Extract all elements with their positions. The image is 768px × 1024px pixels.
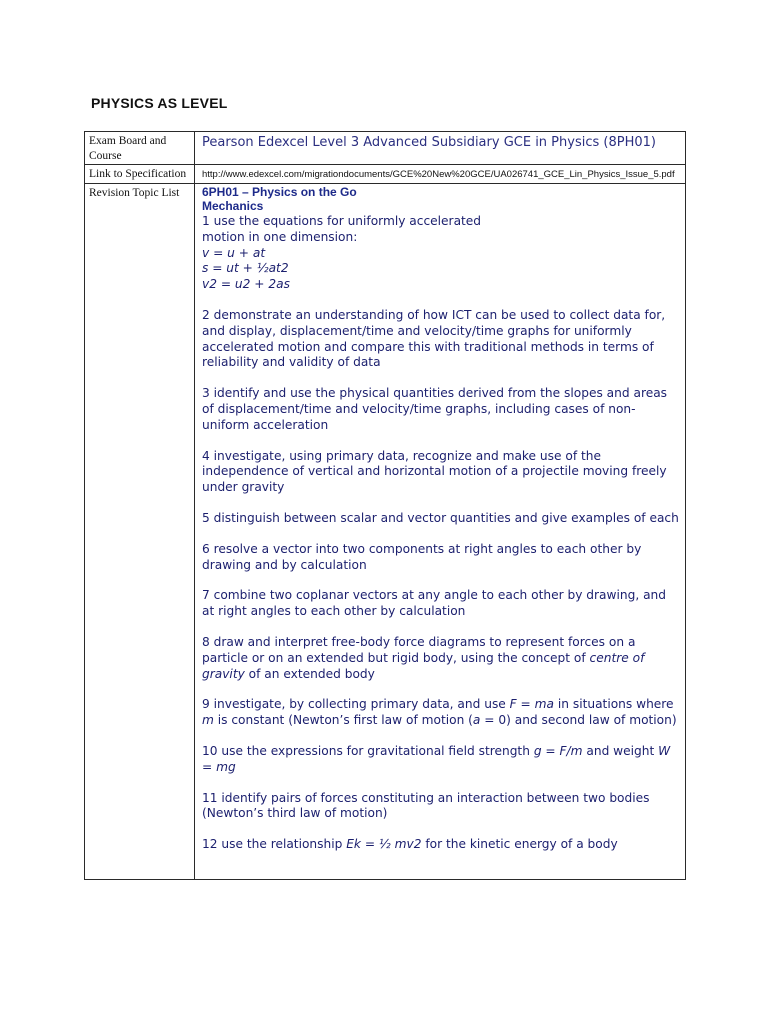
topic-12-end: for the kinetic energy of a body xyxy=(421,837,618,852)
topics-cell xyxy=(195,184,686,880)
topic-10-mid: and weight xyxy=(582,743,659,758)
spec-label: Link to Specification xyxy=(85,165,195,184)
topic-4: 4 investigate, using primary data, recognize and make use of the independence of vertical and horizontal motion of a projectile moving freely under gravity xyxy=(202,448,667,495)
topic-8-term: centre of gravity xyxy=(202,650,645,681)
spec-cell xyxy=(195,165,686,184)
page-title: PHYSICS AS LEVEL xyxy=(91,95,228,111)
unit-title: 6PH01 – Physics on the Go xyxy=(202,185,357,199)
topic-9-formula: F = ma xyxy=(509,697,554,712)
topic-10 xyxy=(202,744,681,776)
equation-2: s = ut + ½at2 xyxy=(202,261,289,276)
topic-9-mass: m xyxy=(202,713,214,728)
table-row xyxy=(85,184,686,880)
topic-1 xyxy=(202,214,681,293)
topic-9 xyxy=(202,697,681,729)
spec-link[interactable]: http://www.edexcel.com/migrationdocuments/GCE%20New%20GCE/UA026741_GCE_Lin_Physics_Issue_5.pdf xyxy=(202,169,675,180)
topic-3: 3 identify and use the physical quantities derived from the slopes and areas of displacement/time and velocity/time graphs, including cases of non-uniform acceleration xyxy=(202,386,668,432)
course-cell xyxy=(195,132,686,165)
course-label: Exam Board and Course xyxy=(85,132,195,165)
topic-6: 6 resolve a vector into two components at right angles to each other by drawing and by calculation xyxy=(202,541,642,572)
topic-1-line1: 1 use the equations for uniformly accelerated xyxy=(202,214,482,228)
topic-10-formula-w: W = mg xyxy=(202,743,671,774)
equation-3: v2 = u2 + 2as xyxy=(202,277,290,292)
topic-11: 11 identify pairs of forces constituting an interaction between two bodies (Newton’s third law of motion) xyxy=(202,790,650,821)
topic-8-end: of an extended body xyxy=(244,666,375,681)
topic-9-accel: a xyxy=(472,713,481,728)
topic-5: 5 distinguish between scalar and vector quantities and give examples of each xyxy=(202,510,679,525)
topic-9-end: = 0) and second law of motion) xyxy=(480,713,677,728)
section-title: Mechanics xyxy=(202,199,264,213)
topics-label: Revision Topic List xyxy=(85,184,195,880)
table-row xyxy=(85,165,686,184)
topic-12 xyxy=(202,837,681,853)
topic-9-mid: in situations where xyxy=(553,697,674,712)
spec-table xyxy=(84,131,686,880)
topic-8-text: 8 draw and interpret free-body force diagrams to represent forces on a particle or on an extended but rigid body, using the concept of xyxy=(202,634,636,665)
topic-7: 7 combine two coplanar vectors at any angle to each other by drawing, and at right angles to each other by calculation xyxy=(202,588,666,619)
topic-9-mid2: is constant (Newton’s first law of motion ( xyxy=(213,713,473,728)
topic-1-line2: motion in one dimension: xyxy=(202,229,358,244)
topic-9-text: 9 investigate, by collecting primary data, and use xyxy=(202,697,510,712)
topic-10-formula-g: g = F/m xyxy=(533,743,583,758)
equation-1: v = u + at xyxy=(202,245,266,260)
topic-10-text: 10 use the expressions for gravitational field strength xyxy=(202,743,534,758)
course-value: Pearson Edexcel Level 3 Advanced Subsidiary GCE in Physics (8PH01) xyxy=(202,135,656,150)
topic-12-formula: Ek = ½ mv2 xyxy=(346,837,422,852)
topic-2: 2 demonstrate an understanding of how ICT can be used to collect data for, and display, displacement/time and velocity/time graphs for uniformly accelerated motion and compare this with traditional methods in terms of reliability and validity of data xyxy=(202,307,666,370)
table-row xyxy=(85,132,686,165)
topic-12-text: 12 use the relationship xyxy=(202,837,347,852)
topic-8 xyxy=(202,635,681,682)
